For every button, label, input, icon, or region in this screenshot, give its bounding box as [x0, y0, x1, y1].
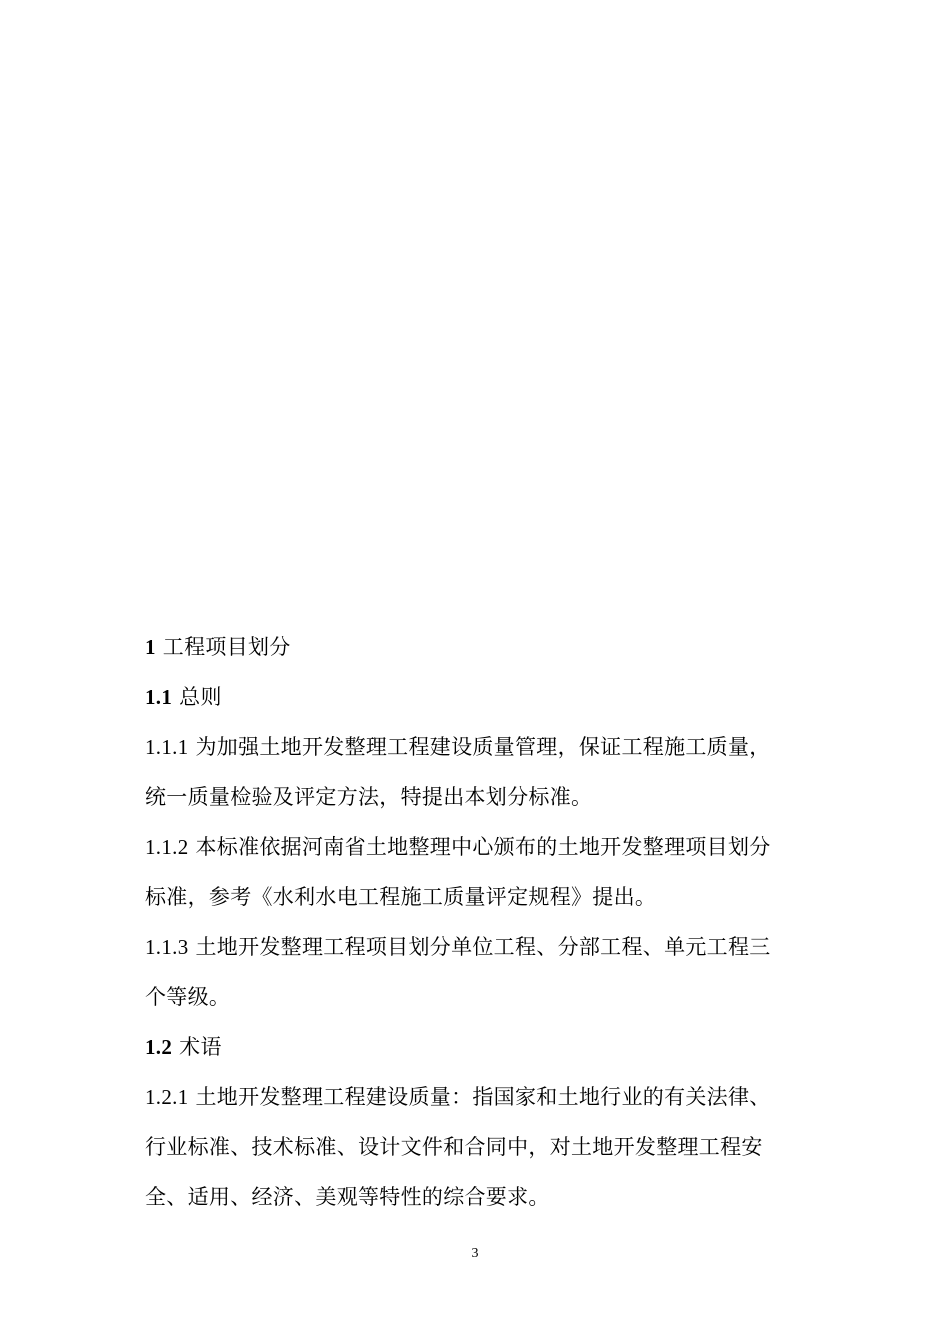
document-body [145, 626, 810, 1226]
chapter-heading [145, 626, 810, 676]
clause-number: 1.2.1 [145, 1085, 189, 1109]
clause-1-1-1-line-2 [145, 776, 810, 826]
clause-number: 1.1.2 [145, 835, 189, 859]
clause-1-2-1-line-2 [145, 1126, 810, 1176]
section-number: 1.2 [145, 1035, 173, 1059]
section-number: 1.1 [145, 685, 173, 709]
clause-1-2-1-line-3 [145, 1176, 810, 1226]
section-title: 总则 [179, 685, 222, 709]
clause-number: 1.1.3 [145, 935, 189, 959]
page-number: 3 [471, 1246, 479, 1261]
clause-text: 本标准依据河南省土地整理中心颁布的土地开发整理项目划分 [195, 835, 771, 859]
chapter-title: 工程项目划分 [162, 635, 291, 659]
clause-text: 个等级。 [145, 985, 231, 1009]
clause-text: 土地开发整理工程项目划分单位工程、分部工程、单元工程三 [195, 935, 771, 959]
clause-text: 为加强土地开发整理工程建设质量管理，保证工程施工质量， [195, 735, 771, 759]
clause-text: 全、适用、经济、美观等特性的综合要求。 [145, 1185, 550, 1209]
section-heading-1-1 [145, 676, 810, 726]
clause-text: 标准，参考《水利水电工程施工质量评定规程》提出。 [145, 885, 657, 909]
clause-1-1-2-line-1 [145, 826, 810, 876]
clause-1-2-1-line-1 [145, 1076, 810, 1126]
section-heading-1-2 [145, 1026, 810, 1076]
clause-number: 1.1.1 [145, 735, 189, 759]
clause-text: 土地开发整理工程建设质量：指国家和土地行业的有关法律、 [195, 1085, 771, 1109]
clause-text: 统一质量检验及评定方法，特提出本划分标准。 [145, 785, 593, 809]
section-title: 术语 [179, 1035, 222, 1059]
clause-1-1-2-line-2 [145, 876, 810, 926]
clause-1-1-3-line-2 [145, 976, 810, 1026]
clause-1-1-1-line-1 [145, 726, 810, 776]
clause-text: 行业标准、技术标准、设计文件和合同中，对土地开发整理工程安 [145, 1135, 763, 1159]
clause-1-1-3-line-1 [145, 926, 810, 976]
chapter-number: 1 [145, 635, 156, 659]
